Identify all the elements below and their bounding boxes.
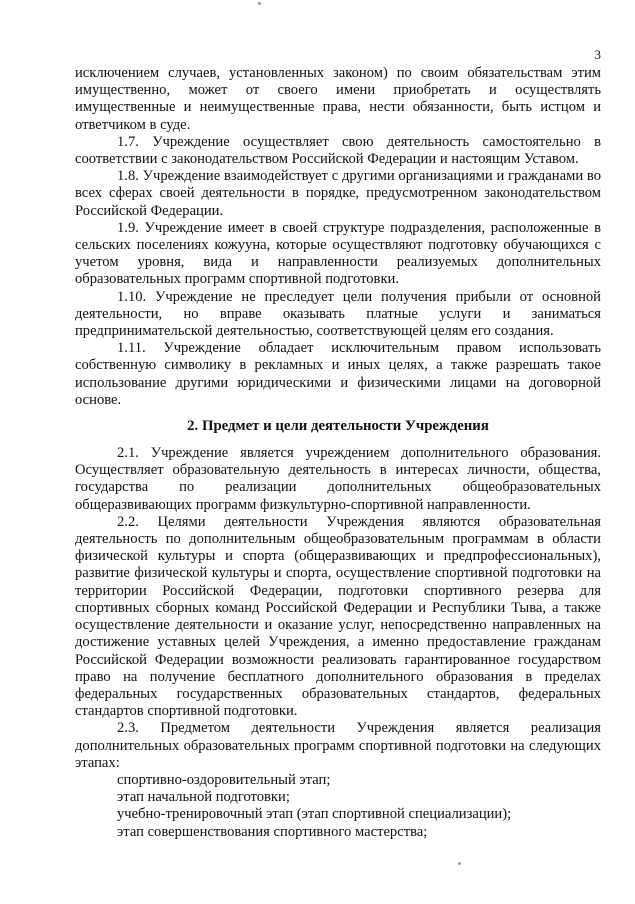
- list-item: этап совершенствования спортивного мастерства;: [117, 823, 428, 840]
- paragraph-1-6-continuation: исключением случаев, установленных законом) по своим обязательствам этим имущественно, может от своего имени приобретать и осуществлять имущественные и неимущественные права, нести обязанности, быть истцом и ответчиком в суде.: [75, 65, 601, 133]
- scan-artifact-mark: [258, 2, 261, 5]
- section-heading: 2. Предмет и цели деятельности Учреждения: [187, 418, 489, 435]
- paragraph-2-1: 2.1. Учреждение является учреждением дополнительного образования. Осуществляет образовательную деятельность в интересах личности, общества, государства по реализации дополнительных общеобразовательных общеразвивающих программ физкультурно-спортивной направленности.: [75, 445, 601, 513]
- paragraph-1-8: 1.8. Учреждение взаимодействует с другими организациями и гражданами во всех сферах своей деятельности в порядке, предусмотренном законодательством Российской Федерации.: [75, 168, 601, 219]
- paragraph-1-7: 1.7. Учреждение осуществляет свою деятельность самостоятельно в соответствии с законодательством Российской Федерации и настоящим Уставом.: [75, 133, 601, 168]
- paragraph-1-10: 1.10. Учреждение не преследует цели получения прибыли от основной деятельности, но вправе оказывать платные услуги и заниматься предпринимательской деятельностью, соответствующей целям его создания.: [75, 288, 601, 340]
- paragraph-2-2: 2.2. Целями деятельности Учреждения являются образовательная деятельность по дополнительным общеобразовательным программам в области физической культуры и спорта (общеразвивающих и предпрофессиональных), развитие физической культуры и спорта, осуществление спортивной подготовки на территории Российской Федерации, подготовки спортивного резерва для спортивных сборных команд Российской Федерации и Республики Тыва, а также осуществление деятельности и оказание услуг, непосредственно направленных на достижение уставных целей Учреждения, а именно предоставление гражданам Российской Федерации возможности реализовать гарантированное государством право на получение бесплатного дополнительного образования в пределах федеральных государственных образовательных стандартов, федеральных стандартов спортивной подготовки.: [75, 513, 601, 720]
- paragraph-1-11: 1.11. Учреждение обладает исключительным правом использовать собственную символику в рекламных и иных целях, а также разрешать такое использование другими юридическими и физическими лицами на договорной основе.: [75, 340, 601, 408]
- scan-artifact-mark: [458, 862, 461, 865]
- paragraph-1-9: 1.9. Учреждение имеет в своей структуре подразделения, расположенные в сельских поселениях кожууна, которые осуществляют подготовку обучающихся с учетом уровня, вида и направленности реализуемых дополнительных образовательных программ спортивной подготовки.: [75, 219, 601, 288]
- list-item: этап начальной подготовки;: [117, 789, 290, 806]
- document-body: [75, 65, 601, 841]
- paragraph-2-3: 2.3. Предметом деятельности Учреждения является реализация дополнительных образовательных программ спортивной подготовки на следующих этапах:: [75, 720, 601, 771]
- list-item: учебно-тренировочный этап (этап спортивной специализации);: [117, 806, 512, 823]
- page-number: 3: [594, 47, 601, 62]
- list-item: спортивно-оздоровительный этап;: [117, 771, 331, 788]
